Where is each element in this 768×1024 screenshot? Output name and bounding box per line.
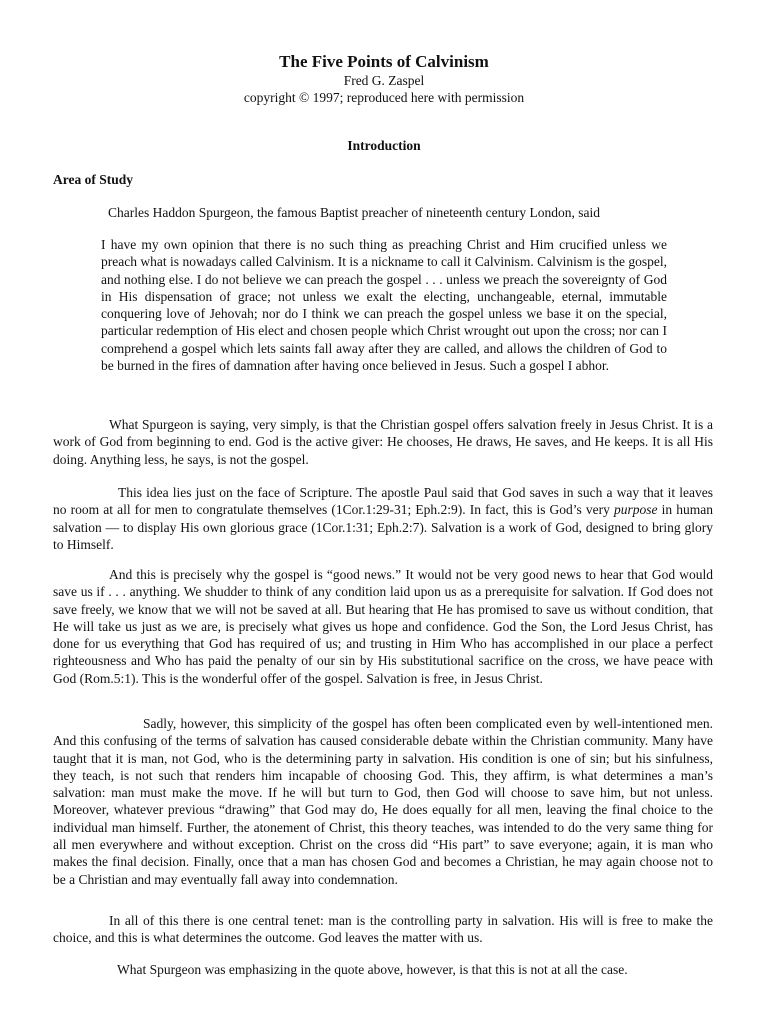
copyright-line: copyright © 1997; reproduced here with permission	[243, 90, 525, 105]
paragraph-text: This idea lies just on the face of Scripture. The apostle Paul said that God saves in such a way that it leaves no room at all for men to congratulate themselves (1Cor.1:29-31; Eph.2:9). In fact, this is God’s very	[53, 485, 713, 518]
emphasized-word: purpose	[614, 502, 658, 518]
section-heading: Introduction	[347, 138, 421, 153]
body-paragraph: What Spurgeon is saying, very simply, is that the Christian gospel offers salvation freely in Jesus Christ. It is a work of God from beginning to end. God is the active giver: He chooses, He draws, He saves, and He keeps. It is all His doing. Anything less, he says, is not the gospel.	[53, 417, 713, 467]
body-paragraph: In all of this there is one central tenet: man is the controlling party in salvation. His will is free to make the choice, and this is what determines the outcome. God leaves the matter with us.	[53, 913, 713, 946]
body-paragraph: Sadly, however, this simplicity of the gospel has often been complicated even by well-intentioned men. And this confusing of the terms of salvation has caused considerable debate within the Christian community. Many have taught that it is man, not God, who is the determining party in salvation. His condition is one of sin; but his sinfulness, they teach, is not such that renders him incapable of choosing God. This, they affirm, is what determines a man’s salvation: man must make the move. If he will but turn to God, then God will choose to save him, but not unless. Moreover, whatever previous “drawing” that God may do, He does equally for all men, leaving the final choice to the individual man himself. Further, the atonement of Christ, this theory teaches, was intended to do the very same thing for all men everywhere and without exception. Christ on the cross did “His part” to save everyone; again, it is man who makes the final decision. Finally, once that a man has chosen God and becomes a Christian, he may again choose not to be a Christian and may eventually fall away into condemnation.	[53, 716, 713, 887]
document-title: The Five Points of Calvinism	[279, 52, 489, 71]
block-quote: I have my own opinion that there is no such thing as preaching Christ and Him crucified unless we preach what is nowadays called Calvinism. It is a nickname to call it Calvinism. Calvinism is the gospel, and nothing else. I do not believe we can preach the gospel . . . unless we preach the sovereignty of God in His dispensation of grace; not unless we exalt the electing, unchangeable, eternal, immutable conquering love of Jehovah; nor do I think we can preach the gospel unless we base it on the special, particular redemption of His elect and chosen people which Christ wrought out upon the cross; nor can I comprehend a gospel which lets saints fall away after they are called, and allows the children of God to be burned in the fires of damnation after having once believed in Jesus. Such a gospel I abhor.	[101, 237, 667, 374]
intro-line: Charles Haddon Spurgeon, the famous Baptist preacher of nineteenth century London, said	[108, 205, 600, 220]
body-paragraph	[53, 484, 713, 553]
paragraph-text: in human salvation — to display His own glorious grace (1Cor.1:31; Eph.2:7). Salvation is a work of God, designed to bring glory to Himself.	[53, 502, 713, 552]
subheading: Area of Study	[53, 172, 134, 187]
author-line: Fred G. Zaspel	[343, 73, 425, 88]
body-paragraph: What Spurgeon was emphasizing in the quote above, however, is that this is not at all the case.	[117, 962, 628, 977]
body-paragraph: And this is precisely why the gospel is “good news.” It would not be very good news to hear that God would save us if . . . anything. We shudder to think of any condition laid upon us as a prerequisite for salvation. If God does not save freely, we know that we will not be saved at all. But hearing that He has promised to save us without condition, that He will take us just as we are, is precisely what gives us hope and confidence. God the Son, the Lord Jesus Christ, has done for us everything that God has required of us; and trusting in Him Who has accomplished in our place a perfect righteousness and Who has paid the penalty of our sin by His substitutional sacrifice on the cross, we have peace with God (Rom.5:1). This is the wonderful offer of the gospel. Salvation is free, in Jesus Christ.	[53, 567, 713, 686]
